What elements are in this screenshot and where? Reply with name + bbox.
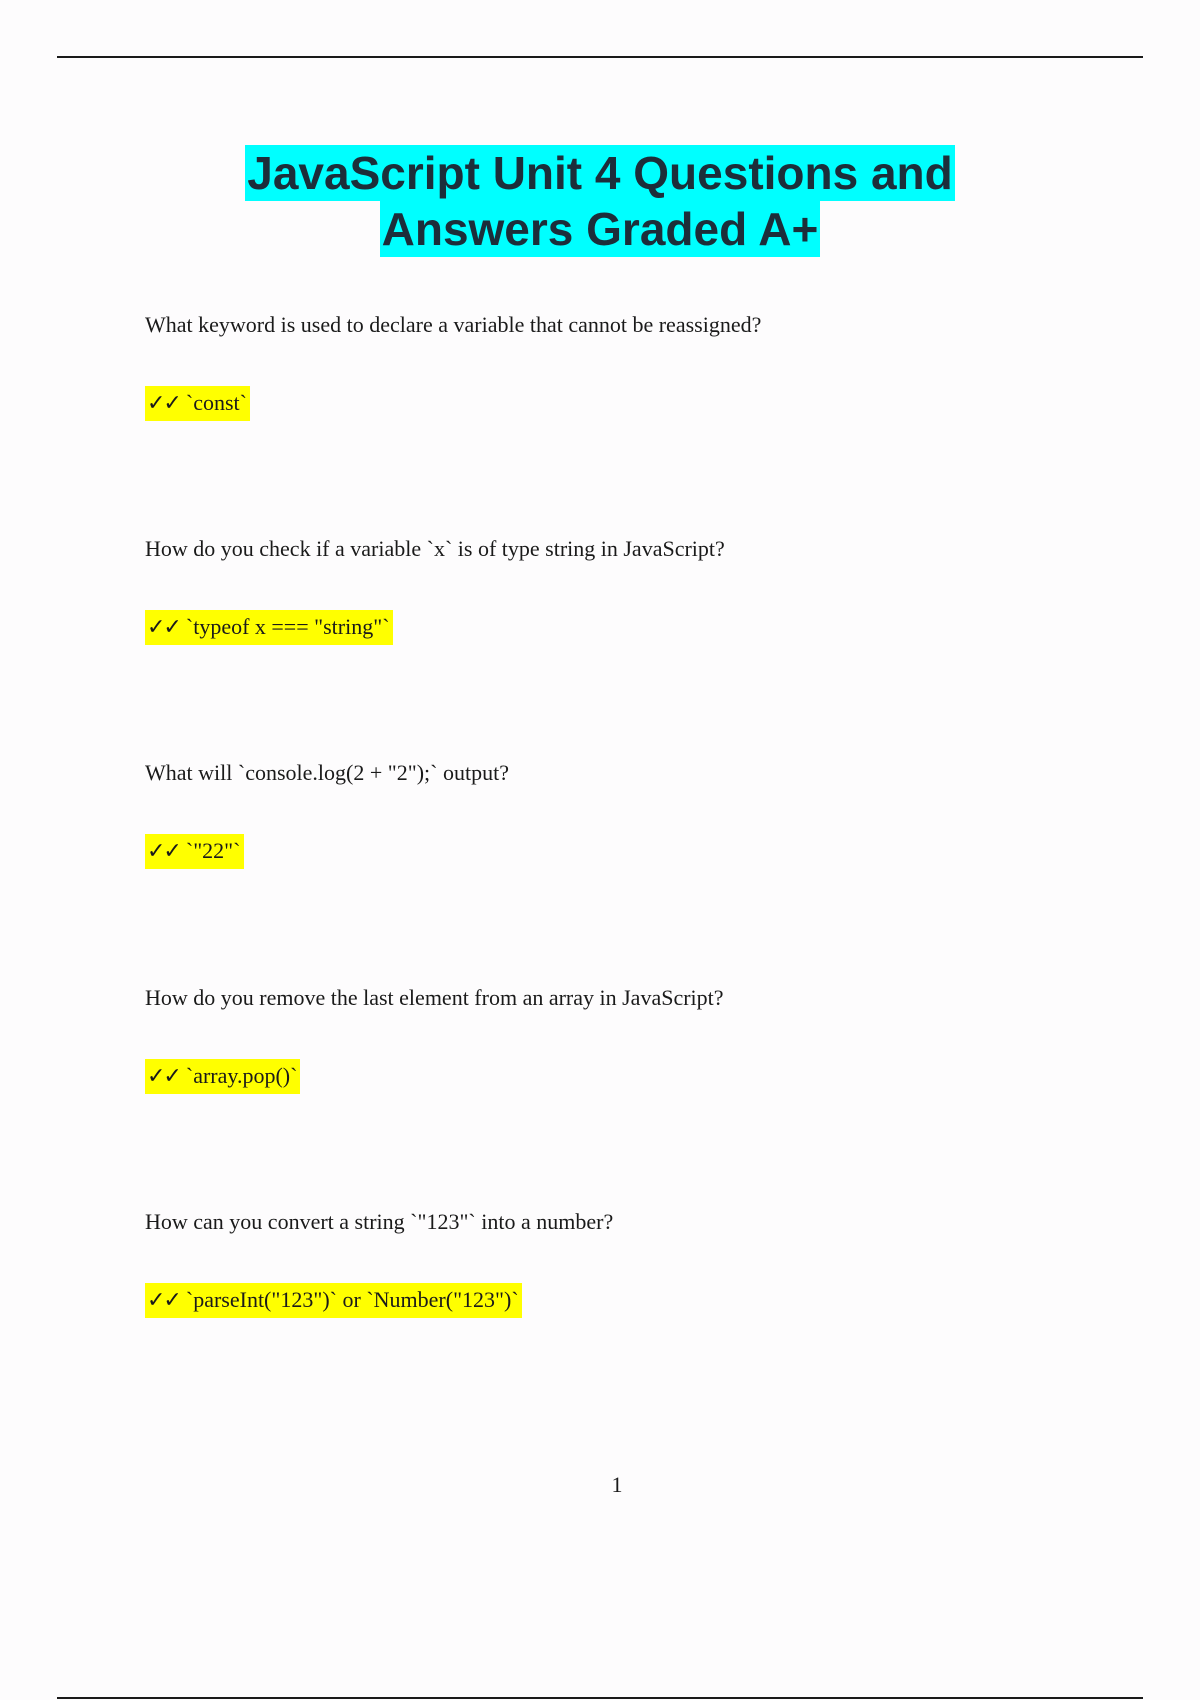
answer-highlight [145,1283,522,1318]
double-check-icon: ✓✓ [147,1288,180,1313]
question-text: How do you check if a variable `x` is of type string in JavaScript? [145,536,725,561]
answer-highlight [145,610,393,645]
question-text: How do you remove the last element from an array in JavaScript? [145,985,724,1010]
title-line-2: Answers Graded A+ [381,203,819,255]
answer-highlight [145,386,250,421]
double-check-icon: ✓✓ [147,391,180,416]
qa-item-2 [145,534,1145,640]
page-number: 1 [611,1472,623,1497]
answer-highlight [145,1059,300,1094]
qa-item-3 [145,758,1145,864]
answer-highlight [145,834,244,869]
double-check-icon: ✓✓ [147,1064,180,1089]
qa-item-1 [145,310,1145,416]
qa-item-5 [145,1207,1145,1313]
question-text: How can you convert a string `"123"` into a number? [145,1209,614,1234]
answer-text: `"22"` [185,838,241,863]
bottom-rule [57,1697,1143,1699]
document-title [0,145,1200,257]
answer-text: `parseInt("123")` or `Number("123")` [185,1287,519,1312]
qa-item-4 [145,983,1145,1089]
answer-text: `typeof x === "string"` [185,614,390,639]
double-check-icon: ✓✓ [147,839,180,864]
double-check-icon: ✓✓ [147,615,180,640]
answer-text: `array.pop()` [185,1063,298,1088]
question-text: What will `console.log(2 + "2");` output? [145,760,509,785]
title-line-1: JavaScript Unit 4 Questions and [247,147,953,199]
answer-text: `const` [185,390,247,415]
question-text: What keyword is used to declare a variable that cannot be reassigned? [145,312,762,337]
top-rule [57,56,1143,58]
